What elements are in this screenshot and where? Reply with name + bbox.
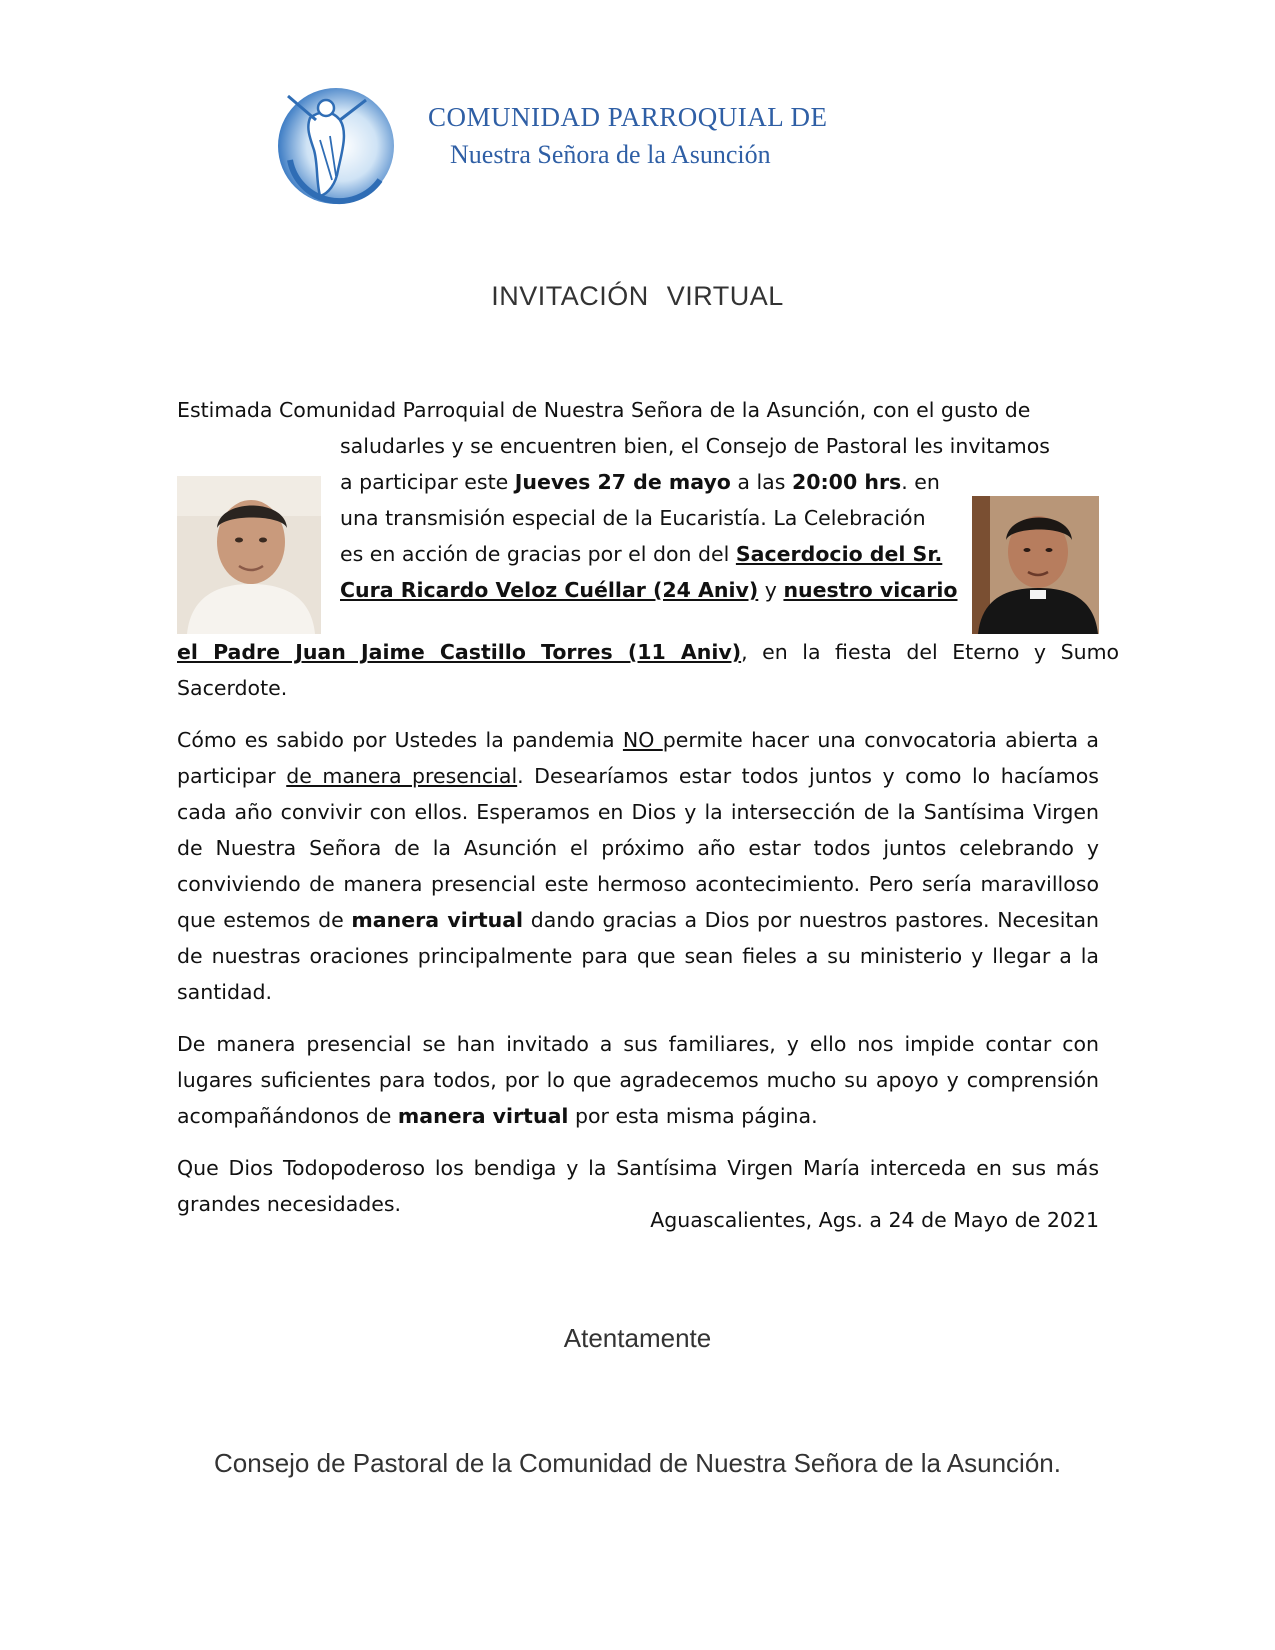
text: . Desearíamos estar todos juntos y como lo hacíamos cada año convivir con ellos. Esperamos en Dios y la intersección de la Santísima Virgen de Nuestra Señora de la Asunción el próximo año estar todos juntos celebrando y conviviendo de manera presencial este hermoso acontecimiento. Pero sería maravilloso que estemos de [177, 764, 1099, 932]
priesthood-highlight: Sacerdocio del Sr. [735, 542, 943, 566]
vicar-highlight: nuestro vicario [783, 578, 958, 602]
virtual-emphasis: manera virtual [397, 1104, 569, 1128]
paragraph-blessing: Que Dios Todopoderoso los bendiga y la Santísima Virgen María interceda en sus más grandes necesidades. [177, 1156, 1099, 1216]
text: por esta misma página. [568, 1104, 818, 1128]
paragraph-family [177, 1026, 1099, 1134]
letter-body [177, 392, 1120, 1238]
event-date: Jueves 27 de mayo [514, 470, 731, 494]
vicar-portrait-icon [972, 496, 1099, 634]
virgin-mary-logo-icon [270, 80, 398, 208]
signature: Consejo de Pastoral de la Comunidad de Nuestra Señora de la Asunción. [214, 1448, 1061, 1478]
priest-photo-left [177, 476, 321, 634]
greeting-line-1: Estimada Comunidad Parroquial de Nuestra Señora de la Asunción, con el gusto de [177, 398, 1031, 422]
priest-portrait-icon [177, 476, 321, 634]
vicar-name: el Padre Juan Jaime Castillo Torres (11 Aniv) [177, 640, 742, 664]
text: a las [730, 470, 792, 494]
text: dando gracias a Dios por nuestros pastores. Necesitan de nuestras oraciones principalmente para que sean fieles a su ministerio y llegar a la santidad. [177, 908, 1099, 1004]
text: y [758, 578, 784, 602]
no-emphasis: NO [622, 728, 663, 752]
text: a participar este [340, 470, 515, 494]
org-subtitle: Nuestra Señora de la Asunción [450, 140, 771, 169]
pastor-name: Cura Ricardo Veloz Cuéllar (24 Aniv) [340, 578, 759, 602]
text: es en acción de gracias por el don del [340, 542, 736, 566]
document-title: INVITACIÓN VIRTUAL [491, 281, 784, 311]
greeting-line-8: Sacerdote. [177, 676, 288, 700]
text: . en [901, 470, 940, 494]
text: , en la fiesta del Eterno y Sumo [741, 640, 1120, 664]
greeting-line-4: una transmisión especial de la Eucaristía. La Celebración [340, 506, 926, 530]
virtual-emphasis: manera virtual [351, 908, 524, 932]
letter-date: Aguascalientes, Ags. a 24 de Mayo de 2021 [650, 1208, 1099, 1232]
greeting-line-2: saludarles y se encuentren bien, el Consejo de Pastoral les invitamos [340, 434, 1050, 458]
org-title: COMUNIDAD PARROQUIAL DE [428, 102, 828, 132]
text: Cómo es sabido por Ustedes la pandemia [177, 728, 623, 752]
paragraph-greeting [177, 392, 1120, 706]
priest-photo-right [972, 496, 1099, 634]
in-person-emphasis: de manera presencial [286, 764, 518, 788]
event-time: 20:00 hrs [791, 470, 902, 494]
text: permite hacer una convocatoria abierta a participar [177, 728, 1099, 788]
paragraph-pandemic [177, 722, 1099, 1010]
parish-logo [270, 80, 398, 208]
closing: Atentamente [563, 1323, 712, 1353]
text: De manera presencial se han invitado a sus familiares, y ello nos impide contar con lugares suficientes para todos, por lo que agradecemos mucho su apoyo y comprensión acompañándonos de [177, 1032, 1099, 1128]
greeting-line-7 [177, 634, 1120, 670]
